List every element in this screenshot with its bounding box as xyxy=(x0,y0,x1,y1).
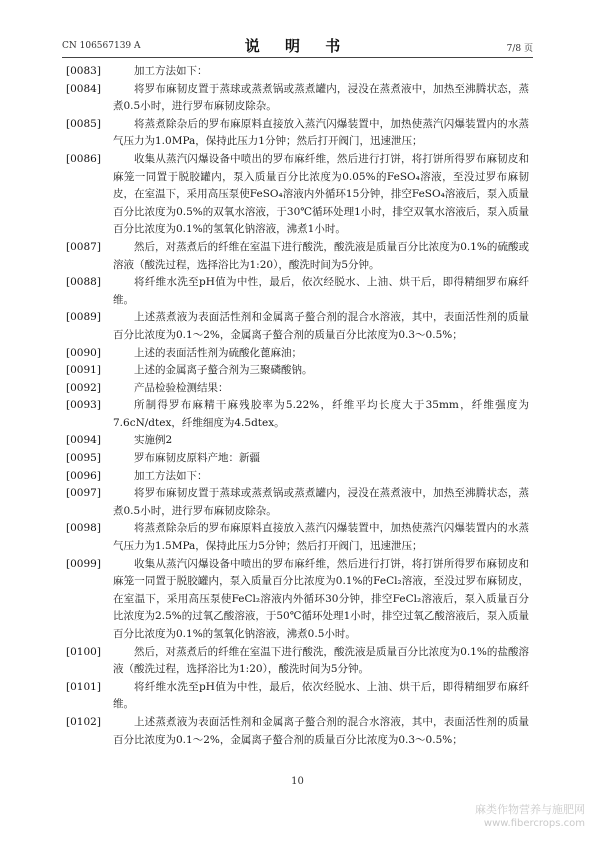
paragraph-text: 将蒸煮除杂后的罗布麻原料直接放入蒸汽闪爆装置中，加热使蒸汽闪爆装置内的水蒸气压力为1.0MPa，保持此压力1分钟；然后打开阀门，迅速泄压； xyxy=(113,117,529,148)
watermark-url: www.fibercrops.com xyxy=(483,818,585,829)
paragraph-number: [0096] xyxy=(66,469,101,482)
paragraph-0096 xyxy=(66,468,529,486)
paragraph-0084 xyxy=(66,81,529,116)
paragraph-number: [0100] xyxy=(66,645,101,658)
paragraph-text: 上述的表面活性剂为硫酸化蓖麻油； xyxy=(134,346,302,359)
document-title: 说 明 书 xyxy=(244,37,351,55)
paragraph-0092 xyxy=(66,380,529,398)
paragraph-text: 实施例2 xyxy=(134,434,173,447)
watermark-site-name: 麻类作物营养与施肥网 xyxy=(475,803,585,816)
paragraph-number: [0090] xyxy=(66,346,101,359)
paragraph-text: 上述蒸煮液为表面活性剂和金属离子螯合剂的混合水溶液，其中，表面活性剂的质量百分比浓度为0.1～2%，金属离子螯合剂的质量百分比浓度为0.3～0.5%； xyxy=(113,311,529,341)
paragraph-0094 xyxy=(66,432,529,450)
paragraph-text: 产品检验检测结果： xyxy=(134,381,229,394)
paragraph-number: [0086] xyxy=(66,152,101,165)
site-watermark xyxy=(475,803,585,831)
paragraph-text: 收集从蒸汽闪爆设备中喷出的罗布麻纤维，然后进行打饼，将打饼所得罗布麻韧皮和麻笼一同置于脱胶罐内，泵入质量百分比浓度为0.05%的FeSO₄溶液，至没过罗布麻韧皮，在室温下，采用高压泵使FeSO₄溶液内外循环15分钟，排空FeSO₄溶液后，泵入质量百分比浓度为0.5%的双氧水溶液，于30℃循环处理1小时，排空双氧水溶液后，泵入质量百分比浓度为0.1%的氢氧化钠溶液，沸煮1小时。 xyxy=(113,152,529,236)
paragraph-number: [0098] xyxy=(66,522,101,535)
paragraph-text: 将罗布麻韧皮置于蒸球或蒸煮锅或蒸煮罐内，浸没在蒸煮液中，加热至沸腾状态，蒸煮0.5小时，进行罗布麻韧皮除杂。 xyxy=(113,82,529,113)
paragraph-0091 xyxy=(66,362,529,380)
paragraph-number: [0092] xyxy=(66,381,101,394)
paragraph-number: [0087] xyxy=(66,240,101,253)
paragraph-number: [0097] xyxy=(66,487,101,500)
paragraph-0093 xyxy=(66,397,529,432)
page-indicator: 7/8 页 xyxy=(506,44,533,54)
paragraph-0086 xyxy=(66,151,529,239)
paragraph-text: 上述蒸煮液为表面活性剂和金属离子螯合剂的混合水溶液，其中，表面活性剂的质量百分比浓度为0.1～2%，金属离子螯合剂的质量百分比浓度为0.3～0.5%； xyxy=(113,715,529,746)
paragraph-number: [0083] xyxy=(66,65,101,77)
paragraph-text: 上述的金属离子螯合剂为三聚磷酸钠。 xyxy=(134,364,313,377)
paragraph-text: 将罗布麻韧皮置于蒸球或蒸煮锅或蒸煮罐内，浸没在蒸煮液中，加热至沸腾状态，蒸煮0.5小时，进行罗布麻韧皮除杂。 xyxy=(113,487,529,517)
paragraph-0089 xyxy=(66,309,529,344)
paragraph-0099 xyxy=(66,556,529,644)
paragraph-text: 然后，对蒸煮后的纤维在室温下进行酸洗，酸洗液是质量百分比浓度为0.1%的硫酸或溶液（酸洗过程，选择浴比为1:20），酸洗时间为5分钟。 xyxy=(113,240,529,271)
paragraph-number: [0101] xyxy=(66,680,101,693)
header-divider xyxy=(62,57,533,58)
paragraph-number: [0093] xyxy=(66,399,101,412)
paragraph-number: [0085] xyxy=(66,117,101,130)
paragraph-number: [0088] xyxy=(66,276,101,289)
paragraph-number: [0091] xyxy=(66,364,101,377)
paragraph-text: 所制得罗布麻精干麻残胶率为5.22%，纤维平均长度大于35mm，纤维强度为7.6cN/dtex，纤维细度为4.5dtex。 xyxy=(113,399,529,429)
paragraph-0090 xyxy=(66,345,529,363)
document-number: CN 106567139 A xyxy=(62,41,141,51)
paragraph-number: [0102] xyxy=(66,715,101,728)
paragraph-text: 然后，对蒸煮后的纤维在室温下进行酸洗，酸洗液是质量百分比浓度为0.1%的盐酸溶液（酸洗过程，选择浴比为1:20），酸洗时间为5分钟。 xyxy=(113,645,529,676)
paragraph-text: 收集从蒸汽闪爆设备中喷出的罗布麻纤维，然后进行打饼，将打饼所得罗布麻韧皮和麻笼一同置于脱胶罐内，泵入质量百分比浓度为0.1%的FeCl₂溶液，至没过罗布麻韧皮，在室温下，采用高压泵使FeCl₂溶液内外循环30分钟，排空FeCl₂溶液后，泵入质量百分比浓度为2.5%的过氧乙酸溶液，于50℃循环处理1小时，排空过氧乙酸溶液后，泵入质量百分比浓度为0.1%的氢氧化钠溶液，沸煮0.5小时。 xyxy=(113,557,529,640)
paragraph-text: 罗布麻韧皮原料产地：新疆 xyxy=(134,452,260,465)
page-header xyxy=(62,34,533,56)
paragraph-number: [0094] xyxy=(66,434,101,447)
paragraph-text: 加工方法如下： xyxy=(134,65,208,77)
paragraph-text: 将纤维水洗至pH值为中性，最后，依次经脱水、上油、烘干后，即得精细罗布麻纤维。 xyxy=(113,680,529,711)
paragraph-0098 xyxy=(66,520,529,555)
paragraph-number: [0084] xyxy=(66,82,101,95)
paragraph-0088 xyxy=(66,274,529,309)
paragraph-0085 xyxy=(66,116,529,151)
paragraph-0100 xyxy=(66,644,529,679)
paragraph-0087 xyxy=(66,239,529,274)
page-number: 10 xyxy=(291,776,304,787)
paragraph-0097 xyxy=(66,485,529,520)
description-body xyxy=(66,63,529,749)
paragraph-number: [0095] xyxy=(66,452,101,465)
paragraph-0101 xyxy=(66,679,529,714)
paragraph-0083 xyxy=(66,63,529,81)
paragraph-0102 xyxy=(66,714,529,749)
paragraph-text: 加工方法如下： xyxy=(134,469,208,482)
paragraph-text: 将纤维水洗至pH值为中性，最后，依次经脱水、上油、烘干后，即得精细罗布麻纤维。 xyxy=(113,276,529,306)
paragraph-number: [0099] xyxy=(66,557,101,570)
paragraph-text: 将蒸煮除杂后的罗布麻原料直接放入蒸汽闪爆装置中，加热使蒸汽闪爆装置内的水蒸气压力为1.5MPa，保持此压力5分钟；然后打开阀门，迅速泄压； xyxy=(113,522,529,553)
paragraph-0095 xyxy=(66,450,529,468)
paragraph-number: [0089] xyxy=(66,311,101,324)
